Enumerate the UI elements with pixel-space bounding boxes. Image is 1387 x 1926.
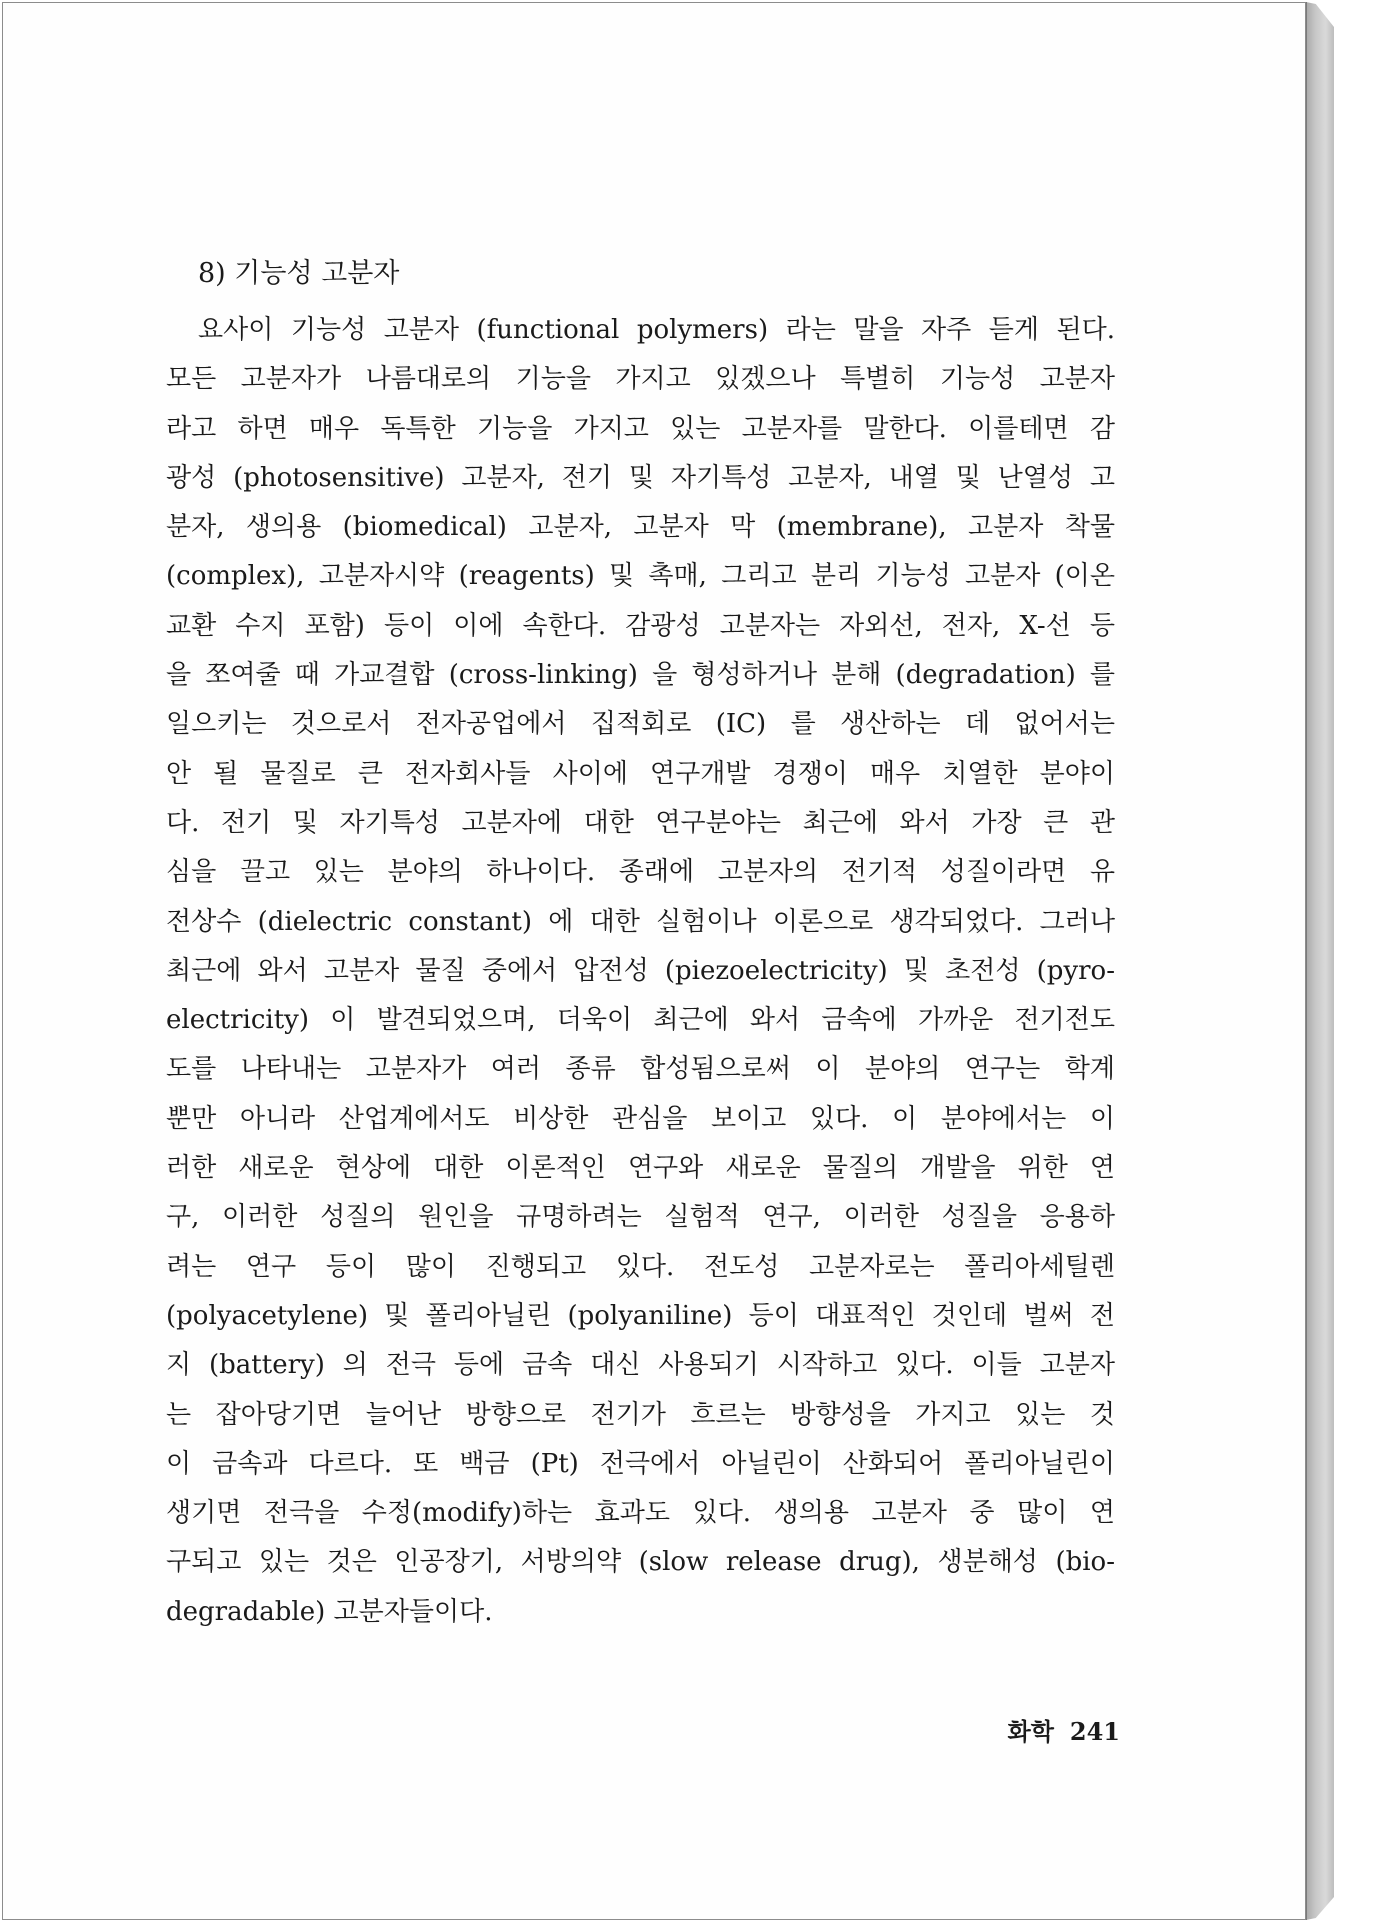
- page-number: 241: [1069, 1717, 1120, 1746]
- text-line: 뿐만 아니라 산업계에서도 비상한 관심을 보이고 있다. 이 분야에서는 이: [166, 1103, 1115, 1134]
- text-line: 러한 새로운 현상에 대한 이론적인 연구와 새로운 물질의 개발을 위한 연: [166, 1153, 1115, 1184]
- text-line: (complex), 고분자시약 (reagents) 및 촉매, 그리고 분리 기능성 고분자 (이온: [166, 561, 1115, 592]
- page-content: [166, 250, 1115, 1637]
- page-stack-edge: [1306, 2, 1334, 1920]
- text-line: 라고 하면 매우 독특한 기능을 가지고 있는 고분자를 말한다. 이를테면 감: [166, 413, 1115, 444]
- text-line: 구되고 있는 것은 인공장기, 서방의약 (slow release drug), 생분해성 (bio-: [166, 1547, 1115, 1578]
- text-line: 최근에 와서 고분자 물질 중에서 압전성 (piezoelectricity) 및 초전성 (pyro-: [166, 955, 1115, 986]
- text-line: 심을 끌고 있는 분야의 하나이다. 종래에 고분자의 전기적 성질이라면 유: [166, 857, 1115, 888]
- text-line: 일으키는 것으로서 전자공업에서 집적회로 (IC) 를 생산하는 데 없어서는: [166, 709, 1115, 740]
- text-line: 구, 이러한 성질의 원인을 규명하려는 실험적 연구, 이러한 성질을 응용하: [166, 1202, 1115, 1233]
- body-paragraph: [166, 306, 1115, 1637]
- text-line: 안 될 물질로 큰 전자회사들 사이에 연구개발 경쟁이 매우 치열한 분야이: [166, 758, 1115, 789]
- running-footer-label: 화학: [1007, 1717, 1054, 1746]
- text-line: 을 쪼여줄 때 가교결합 (cross-linking) 을 형성하거나 분해 (degradation) 를: [166, 660, 1115, 691]
- text-line: 지 (battery) 의 전극 등에 금속 대신 사용되기 시작하고 있다. 이들 고분자: [166, 1350, 1115, 1381]
- text-line: 이 금속과 다르다. 또 백금 (Pt) 전극에서 아닐린이 산화되어 폴리아닐린이: [166, 1448, 1115, 1479]
- text-line: 광성 (photosensitive) 고분자, 전기 및 자기특성 고분자, 내열 및 난열성 고: [166, 462, 1115, 493]
- text-line: 는 잡아당기면 늘어난 방향으로 전기가 흐르는 방향성을 가지고 있는 것: [166, 1399, 1115, 1430]
- text-line: 려는 연구 등이 많이 진행되고 있다. 전도성 고분자로는 폴리아세틸렌: [166, 1251, 1115, 1282]
- text-line: 분자, 생의용 (biomedical) 고분자, 고분자 막 (membrane), 고분자 착물: [166, 512, 1115, 543]
- text-line: (polyacetylene) 및 폴리아닐린 (polyaniline) 등이 대표적인 것인데 벌써 전: [166, 1300, 1115, 1331]
- text-line: electricity) 이 발견되었으며, 더욱이 최근에 와서 금속에 가까운 전기전도: [166, 1005, 1115, 1036]
- page-footer: [940, 1712, 1120, 1747]
- text-line: 전상수 (dielectric constant) 에 대한 실험이나 이론으로 생각되었다. 그러나: [166, 906, 1115, 937]
- text-line: 요사이 기능성 고분자 (functional polymers) 라는 말을 자주 듣게 된다.: [198, 315, 1115, 345]
- text-line: 도를 나타내는 고분자가 여러 종류 합성됨으로써 이 분야의 연구는 학계: [166, 1054, 1115, 1085]
- section-heading: 8) 기능성 고분자: [198, 258, 400, 289]
- text-line: 교환 수지 포함) 등이 이에 속한다. 감광성 고분자는 자외선, 전자, X-선 등: [166, 610, 1115, 641]
- text-line: 다. 전기 및 자기특성 고분자에 대한 연구분야는 최근에 와서 가장 큰 관: [166, 807, 1115, 838]
- page-edge-divider: [1306, 2, 1307, 1920]
- text-line: 모든 고분자가 나름대로의 기능을 가지고 있겠으나 특별히 기능성 고분자: [166, 364, 1115, 395]
- text-line: 생기면 전극을 수정(modify)하는 효과도 있다. 생의용 고분자 중 많이 연: [166, 1498, 1115, 1529]
- text-line: degradable) 고분자들이다.: [166, 1596, 493, 1627]
